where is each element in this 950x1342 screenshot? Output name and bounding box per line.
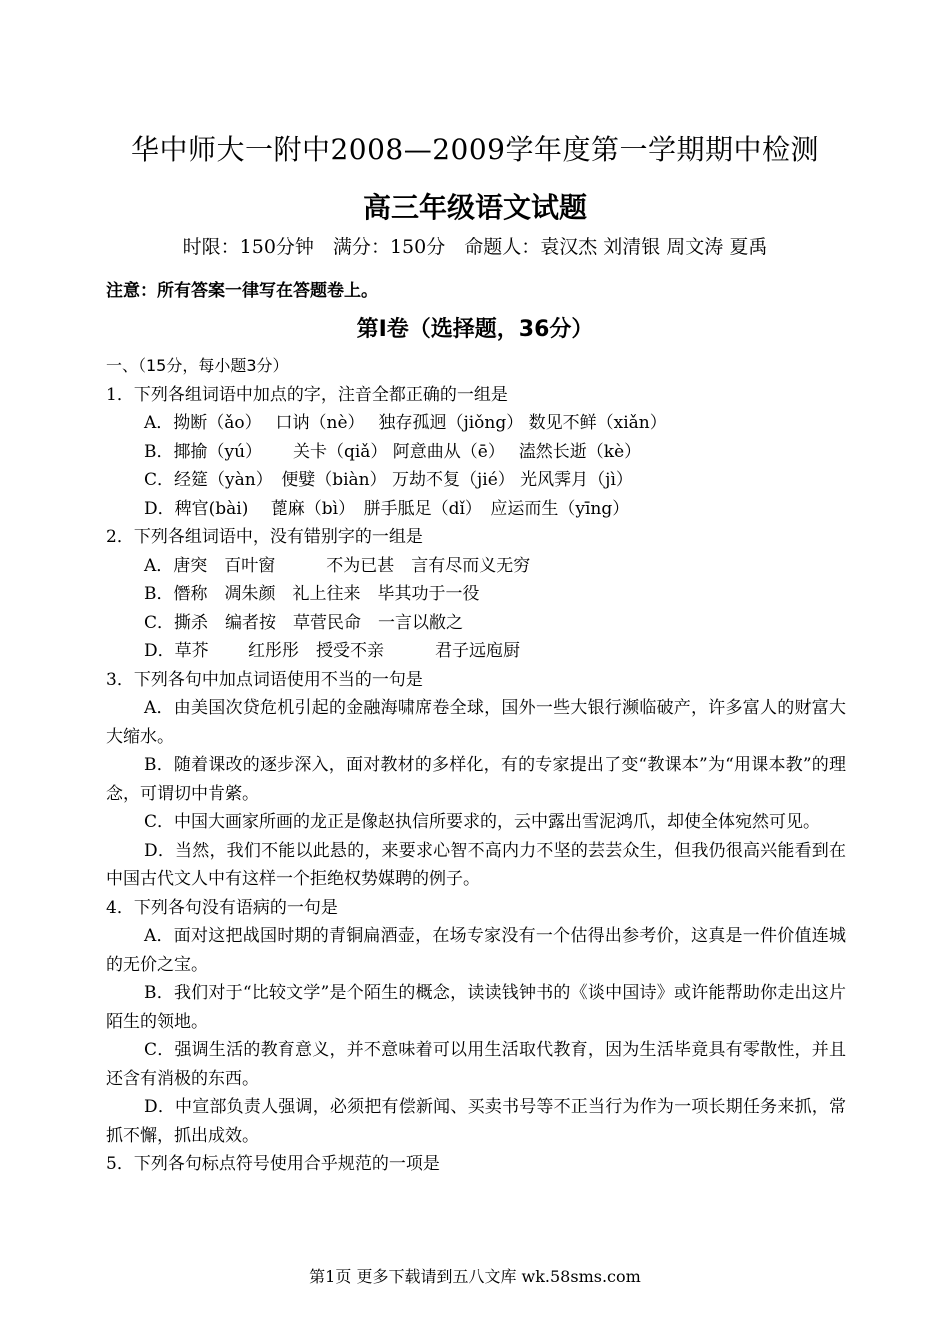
option-d: D．草芥 红彤彤 授受不亲 君子远庖厨 bbox=[144, 641, 521, 661]
option-c: C．撕杀 编者按 草菅民命 一言以敝之 bbox=[144, 612, 464, 633]
question-2 bbox=[106, 523, 846, 666]
option-d: D．当然，我们不能以此悬的，来要求心智不高内力不坚的芸芸众生，但我仍很高兴能看到在中国古代文人中有这样一个拒绝权势媒聘的例子。 bbox=[106, 840, 846, 889]
question-4 bbox=[106, 894, 846, 1151]
question-stem: 5．下列各句标点符号使用合乎规范的一项是 bbox=[106, 1154, 440, 1174]
exam-subtitle: 高三年级语文试题 bbox=[362, 191, 587, 224]
question-1 bbox=[106, 381, 846, 524]
option-a: A．拗断（ǎo） 口讷（nè） 独存孤迥（jiǒng） 数见不鲜（xiǎn） bbox=[144, 413, 667, 433]
question-stem: 3．下列各句中加点词语使用不当的一句是 bbox=[106, 669, 423, 690]
option-b: B．揶揄（yú） 关卡（qiǎ） 阿意曲从（ē） 溘然长逝（kè） bbox=[144, 441, 642, 462]
question-stem: 2．下列各组词语中，没有错别字的一组是 bbox=[106, 527, 423, 547]
question-stem: 1．下列各组词语中加点的字，注音全都正确的一组是 bbox=[106, 384, 508, 405]
option-b: B．僭称 凋朱颜 礼上往来 毕其功于一役 bbox=[144, 584, 480, 604]
option-d: D．中宣部负责人强调，必须把有偿新闻、买卖书号等不正当行为作为一项长期任务来抓，常抓不懈，抓出成效。 bbox=[106, 1097, 846, 1146]
page-footer: 第1页 更多下载请到五八文库 wk.58sms.com bbox=[309, 1267, 641, 1286]
option-a: A．由美国次贷危机引起的金融海啸席卷全球，国外一些大银行濒临破产，许多富人的财富大大缩水。 bbox=[106, 698, 846, 747]
part-heading: 一、（15分，每小题3分） bbox=[106, 356, 289, 375]
question-5 bbox=[106, 1150, 846, 1179]
option-a: A．面对这把战国时期的青铜扁酒壶，在场专家没有一个估得出参考价，这真是一件价值连城的无价之宝。 bbox=[106, 926, 846, 975]
exam-notice: 注意：所有答案一律写在答题卷上。 bbox=[106, 281, 378, 301]
questions bbox=[106, 352, 846, 1179]
exam-meta: 时限：150分钟 满分：150分 命题人：袁汉杰 刘清银 周文涛 夏禹 bbox=[182, 236, 768, 258]
option-a: A．唐突 百叶窗 不为已甚 言有尽而义无穷 bbox=[144, 555, 531, 576]
option-b: B．我们对于“比较文学”是个陌生的概念，读读钱钟书的《谈中国诗》或许能帮助你走出这片陌生的领地。 bbox=[106, 983, 846, 1032]
option-c: C．强调生活的教育意义，并不意味着可以用生活取代教育，因为生活毕竟具有零散性，并且还含有消极的东西。 bbox=[106, 1040, 846, 1089]
option-c: C．中国大画家所画的龙正是像赵执信所要求的，云中露出雪泥鸿爪，却使全体宛然可见。 bbox=[144, 812, 821, 832]
option-c: C．经筵（yàn） 便嬖（biàn） 万劫不复（jié） 光风霁月（jì） bbox=[144, 470, 633, 490]
option-d: D．稗官(bài) 蓖麻（bì） 胼手胝足（dǐ） 应运而生（yīng） bbox=[144, 498, 630, 519]
section-title: 第Ⅰ卷（选择题，36分） bbox=[356, 317, 594, 342]
option-b: B．随着课改的逐步深入，面对教材的多样化，有的专家提出了变“教课本”为“用课本教”的理念，可谓切中肯綮。 bbox=[106, 755, 846, 804]
exam-title: 华中师大一附中2008—2009学年度第一学期期中检测 bbox=[130, 133, 820, 166]
question-3 bbox=[106, 666, 846, 894]
question-stem: 4．下列各句没有语病的一句是 bbox=[106, 897, 338, 918]
